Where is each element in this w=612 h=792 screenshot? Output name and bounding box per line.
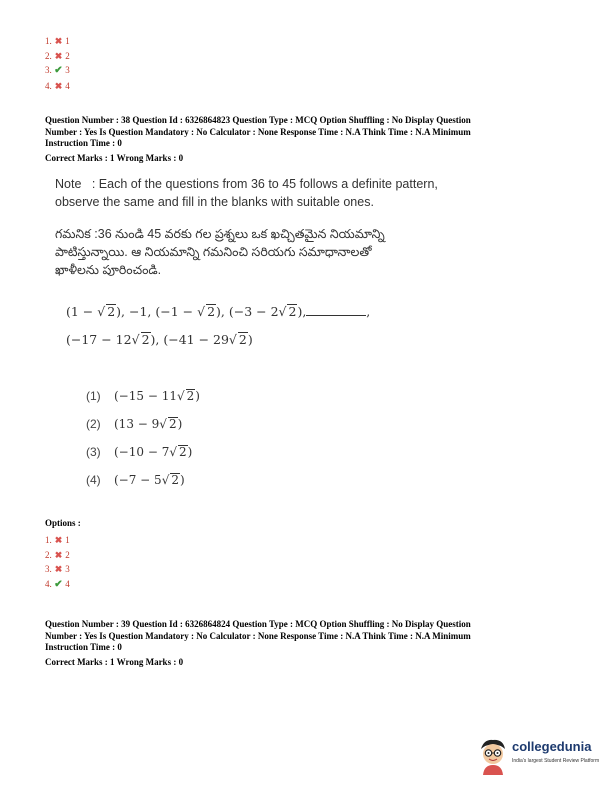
cross-icon: ✖ — [54, 36, 63, 46]
cross-icon: ✖ — [54, 80, 63, 91]
option-row: 4. ✔ 4 — [45, 577, 70, 593]
options-title: Options : — [45, 518, 81, 528]
question-39-meta: Question Number : 39 Question Id : 6326864824 Question Type : MCQ Option Shuffling : No Display Question Number : Yes Is Question Mandatory : No Calculator : None Response Time : N.A Think Time : N.A Minimum Instruction Time : 0 Correct Marks : 1 Wrong Marks : 0 — [45, 619, 570, 668]
question-38-meta: Question Number : 38 Question Id : 6326864823 Question Type : MCQ Option Shuffling : No Display Question Number : Yes Is Question Mandatory : No Calculator : None Response Time : N.A Think Time : N.A Minimum Instruction Time : 0 Correct Marks : 1 Wrong Marks : 0 — [45, 115, 570, 164]
brand-name: collegedunia — [512, 739, 592, 754]
check-icon: ✔ — [54, 578, 63, 590]
telugu-note: గమనిక :36 నుండి 45 వరకు గల ప్రశ్నలు ఒక ఖచ్చితమైన నియమాన్ని పాటిస్తున్నాయి. ఆ నియమాన్ని గమనించి సరియగు సమాధానాలతో ఖాళీలను పూరించండి. — [55, 227, 385, 277]
check-icon: ✔ — [54, 65, 63, 76]
choice-2: (2) (13 − 9√ 2) — [86, 417, 183, 431]
option-row: 3. ✖ 3 — [45, 562, 70, 577]
choice-3: (3) (−10 − 7√ 2) — [86, 445, 193, 459]
option-row: 1. ✖ 1 — [45, 533, 70, 548]
cross-icon: ✖ — [54, 549, 63, 560]
brand-tagline: India's largest Student Review Platform — [512, 758, 600, 764]
option-row: 2. ✖ 2 — [45, 49, 70, 64]
q38-options-list — [45, 533, 70, 592]
question-38-body — [55, 175, 535, 279]
choice-4: (4) (−7 − 5√ 2) — [86, 473, 185, 487]
option-row: 2. ✖ 2 — [45, 548, 70, 563]
answer-choices — [86, 382, 200, 494]
marks-line: Correct Marks : 1 Wrong Marks : 0 — [45, 656, 184, 667]
marks-line: Correct Marks : 1 Wrong Marks : 0 — [45, 152, 184, 163]
note-text: Note : Each of the questions from 36 to 45 follows a definite pattern, observe the same and fill in the blanks with suitable ones. — [55, 177, 438, 209]
mascot-icon — [476, 737, 510, 775]
fill-blank — [306, 305, 366, 316]
cross-icon: ✖ — [54, 50, 63, 61]
option-row: 3. ✔ 3 — [45, 63, 70, 79]
prev-options-list — [45, 34, 70, 93]
sequence-expression: (1 − √ 2), −1, (−1 − √ 2), (−3 − 2√ 2), , (−17 − 12√ 2), (−41 − 29√ 2) — [66, 304, 371, 347]
option-row: 4. ✖ 4 — [45, 79, 70, 94]
option-row: 1. ✖ 1 — [45, 34, 70, 49]
cross-icon: ✖ — [54, 535, 63, 545]
choice-1: (1) (−15 − 11√ 2) — [86, 389, 200, 403]
cross-icon: ✖ — [54, 564, 63, 574]
collegedunia-logo — [476, 737, 606, 777]
